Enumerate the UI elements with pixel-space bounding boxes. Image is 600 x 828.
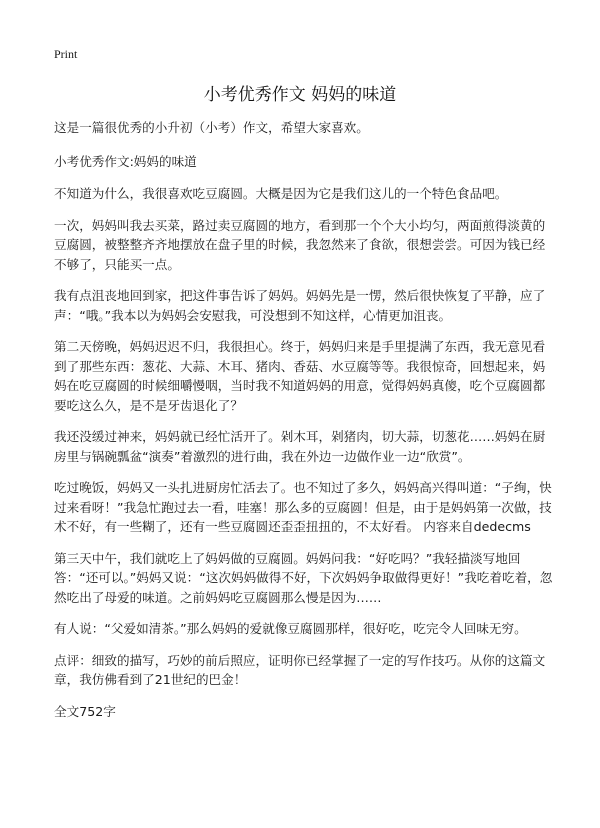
review-paragraph: 点评：细致的描写，巧妙的前后照应，证明你已经掌握了一定的写作技巧。从你的这篇文章，我仿佛看到了21世纪的巴金！ [54, 652, 546, 687]
paragraph: 第三天中午，我们就吃上了妈妈做的豆腐圆。妈妈问我：“好吃吗？”我轻描淡写地回答：“还可以。”妈妈又说：“这次妈妈做得不好，下次妈妈争取做得更好！”我吃着吃着，忽然吃出了母爱的味道。之前妈妈吃豆腐圆那么慢是因为…… [54, 550, 553, 605]
print-link[interactable]: Print [54, 47, 78, 61]
paragraph: 吃过晚饭，妈妈又一头扎进厨房忙活去了。也不知过了多久，妈妈高兴得叫道：“子绚，快过来看呀！”我急忙跑过去一看，哇塞！那么多的豆腐圆！但是，由于是妈妈第一次做，技术不好，有一些糊了，还有一些豆腐圆还歪歪扭扭的，不太好看。 内容来自dedecms [54, 480, 552, 534]
article-title: 小考优秀作文 妈妈的味道 [203, 85, 397, 105]
article-subtitle: 小考优秀作文:妈妈的味道 [54, 153, 197, 169]
paragraph: 一次，妈妈叫我去买菜，路过卖豆腐圆的地方，看到那一个个大小均匀，两面煎得淡黄的豆腐圆，被整整齐齐地摆放在盘子里的时候，我忽然来了食欲，很想尝尝。可因为钱已经不够了，只能买一点。 [54, 217, 546, 272]
paragraph: 不知道为什么，我很喜欢吃豆腐圆。大概是因为它是我们这儿的一个特色食品吧。 [54, 186, 508, 201]
paragraph: 有人说：“父爱如清茶。”那么妈妈的爱就像豆腐圆那样，很好吃，吃完令人回味无穷。 [54, 621, 527, 636]
paragraph: 第二天傍晚，妈妈迟迟不归，我很担心。终于，妈妈归来是手里提满了东西，我无意见看到了那些东西：葱花、大蒜、木耳、猪肉、香菇、水豆腐等等。我很惊奇，回想起来，妈妈在吃豆腐圆的时候细嚼慢咽，当时我不知道妈妈的用意，觉得妈妈真傻，吃个豆腐圆都要吃这么久，是不是牙齿退化了？ [54, 339, 546, 413]
article-intro: 这是一篇很优秀的小升初（小考）作文，希望大家喜欢。 [54, 120, 369, 135]
paragraph: 我有点沮丧地回到家，把这件事告诉了妈妈。妈妈先是一愣，然后很快恢复了平静，应了声：“哦。”我本以为妈妈会安慰我，可没想到不知这样，心情更加沮丧。 [54, 288, 546, 323]
article-body [54, 118, 554, 733]
word-count: 全文752字 [54, 703, 116, 719]
paragraph: 我还没缓过神来，妈妈就已经忙活开了。剁木耳，剁猪肉，切大蒜，切葱花……妈妈在厨房里与锅碗瓢盆“演奏”着激烈的进行曲，我在外边一边做作业一边“欣赏”。 [54, 429, 546, 464]
